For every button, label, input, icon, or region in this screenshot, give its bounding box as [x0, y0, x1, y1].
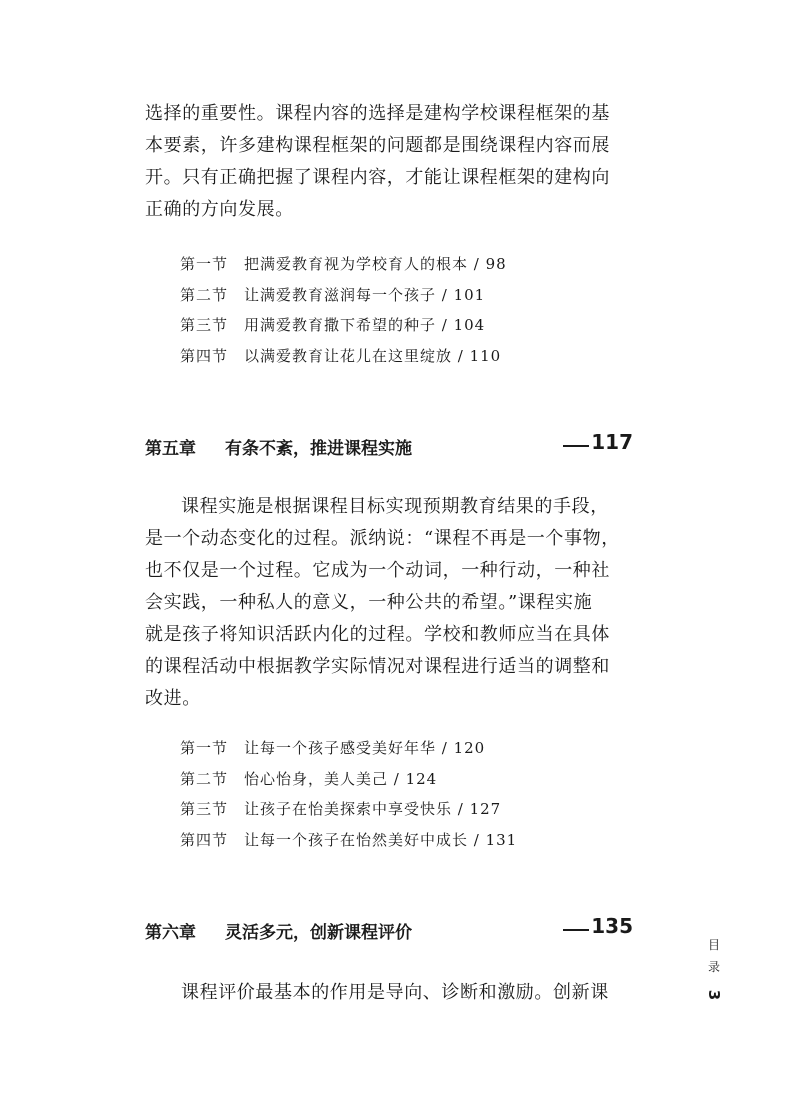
chapter-page-number: 135 [591, 914, 633, 938]
chapter-5-paragraph [145, 491, 620, 715]
paragraph-line: 课程实施是根据课程目标实现预期教育结果的手段， [181, 496, 609, 517]
intro-paragraph [145, 98, 610, 226]
toc-section-title: 怡心怡身，美人美己 / 124 [244, 769, 438, 788]
toc-entry[interactable] [180, 794, 517, 825]
toc-section-title: 让每一个孩子在怡然美好中成长 / 131 [244, 830, 518, 849]
leader-dash [563, 929, 589, 931]
leader-dash [563, 445, 589, 447]
toc-section-title: 用满爱教育撒下希望的种子 / 104 [244, 316, 486, 334]
paragraph-line: 选择的重要性。课程内容的选择是建构学校课程框架的基 [145, 103, 610, 124]
chapter-number: 第五章 [145, 439, 196, 459]
toc-section-title: 以满爱教育让花儿在这里绽放 / 110 [244, 346, 502, 365]
toc-entry[interactable] [180, 764, 517, 795]
page-number: 3 [705, 989, 723, 1001]
chapter-heading-5[interactable] [145, 430, 633, 460]
toc-entry[interactable] [180, 310, 507, 341]
toc-section-title: 让孩子在怡美探索中享受快乐 / 127 [244, 800, 502, 818]
chapter-6-paragraph [145, 977, 609, 1009]
paragraph-line: 开。只有正确把握了课程内容，才能让课程框架的建构向 [145, 167, 610, 188]
toc-list-chapter-5 [180, 733, 517, 855]
paragraph-line: 本要素，许多建构课程框架的问题都是围绕课程内容而展 [145, 135, 610, 156]
toc-section-number: 第一节 [180, 255, 229, 273]
paragraph-line: 会实践，一种私人的意义，一种公共的希望。”课程实施 [145, 592, 593, 613]
chapter-page-number: 117 [591, 430, 633, 454]
toc-section-number: 第一节 [180, 739, 229, 757]
chapter-number: 第六章 [145, 923, 196, 943]
toc-section-title: 把满爱教育视为学校育人的根本 / 98 [244, 255, 507, 273]
paragraph-line: 是一个动态变化的过程。派纳说：“课程不再是一个事物， [145, 528, 620, 549]
toc-section-number: 第四节 [180, 830, 229, 849]
toc-section-title: 让每一个孩子感受美好年华 / 120 [244, 739, 486, 757]
toc-section-number: 第二节 [180, 285, 229, 304]
toc-section-title: 让满爱教育滋润每一个孩子 / 101 [244, 285, 486, 304]
paragraph-line: 正确的方向发展。 [145, 199, 294, 220]
toc-section-number: 第四节 [180, 346, 229, 365]
paragraph-line: 就是孩子将知识活跃内化的过程。学校和教师应当在具体 [145, 624, 610, 645]
paragraph-line: 的课程活动中根据教学实际情况对课程进行适当的调整和 [145, 656, 610, 677]
toc-section-number: 第三节 [180, 800, 229, 818]
toc-entry[interactable] [180, 341, 507, 372]
toc-entry[interactable] [180, 733, 517, 764]
paragraph-line: 课程评价最基本的作用是导向、诊断和激励。创新课 [181, 982, 609, 1003]
toc-entry[interactable] [180, 249, 507, 280]
toc-section-number: 第二节 [180, 769, 229, 788]
paragraph-line: 改进。 [145, 688, 201, 709]
toc-list-chapter-4 [180, 249, 507, 371]
chapter-title: 灵活多元，创新课程评价 [225, 923, 412, 943]
toc-entry[interactable] [180, 280, 507, 311]
toc-section-number: 第三节 [180, 316, 229, 334]
side-tab-char: 录 [707, 960, 720, 974]
chapter-title: 有条不紊，推进课程实施 [225, 439, 412, 459]
chapter-heading-6[interactable] [145, 914, 633, 944]
side-tab-char: 目 [707, 938, 720, 952]
side-tab [704, 934, 724, 1006]
toc-entry[interactable] [180, 825, 517, 856]
paragraph-line: 也不仅是一个过程。它成为一个动词，一种行动，一种社 [145, 560, 610, 581]
